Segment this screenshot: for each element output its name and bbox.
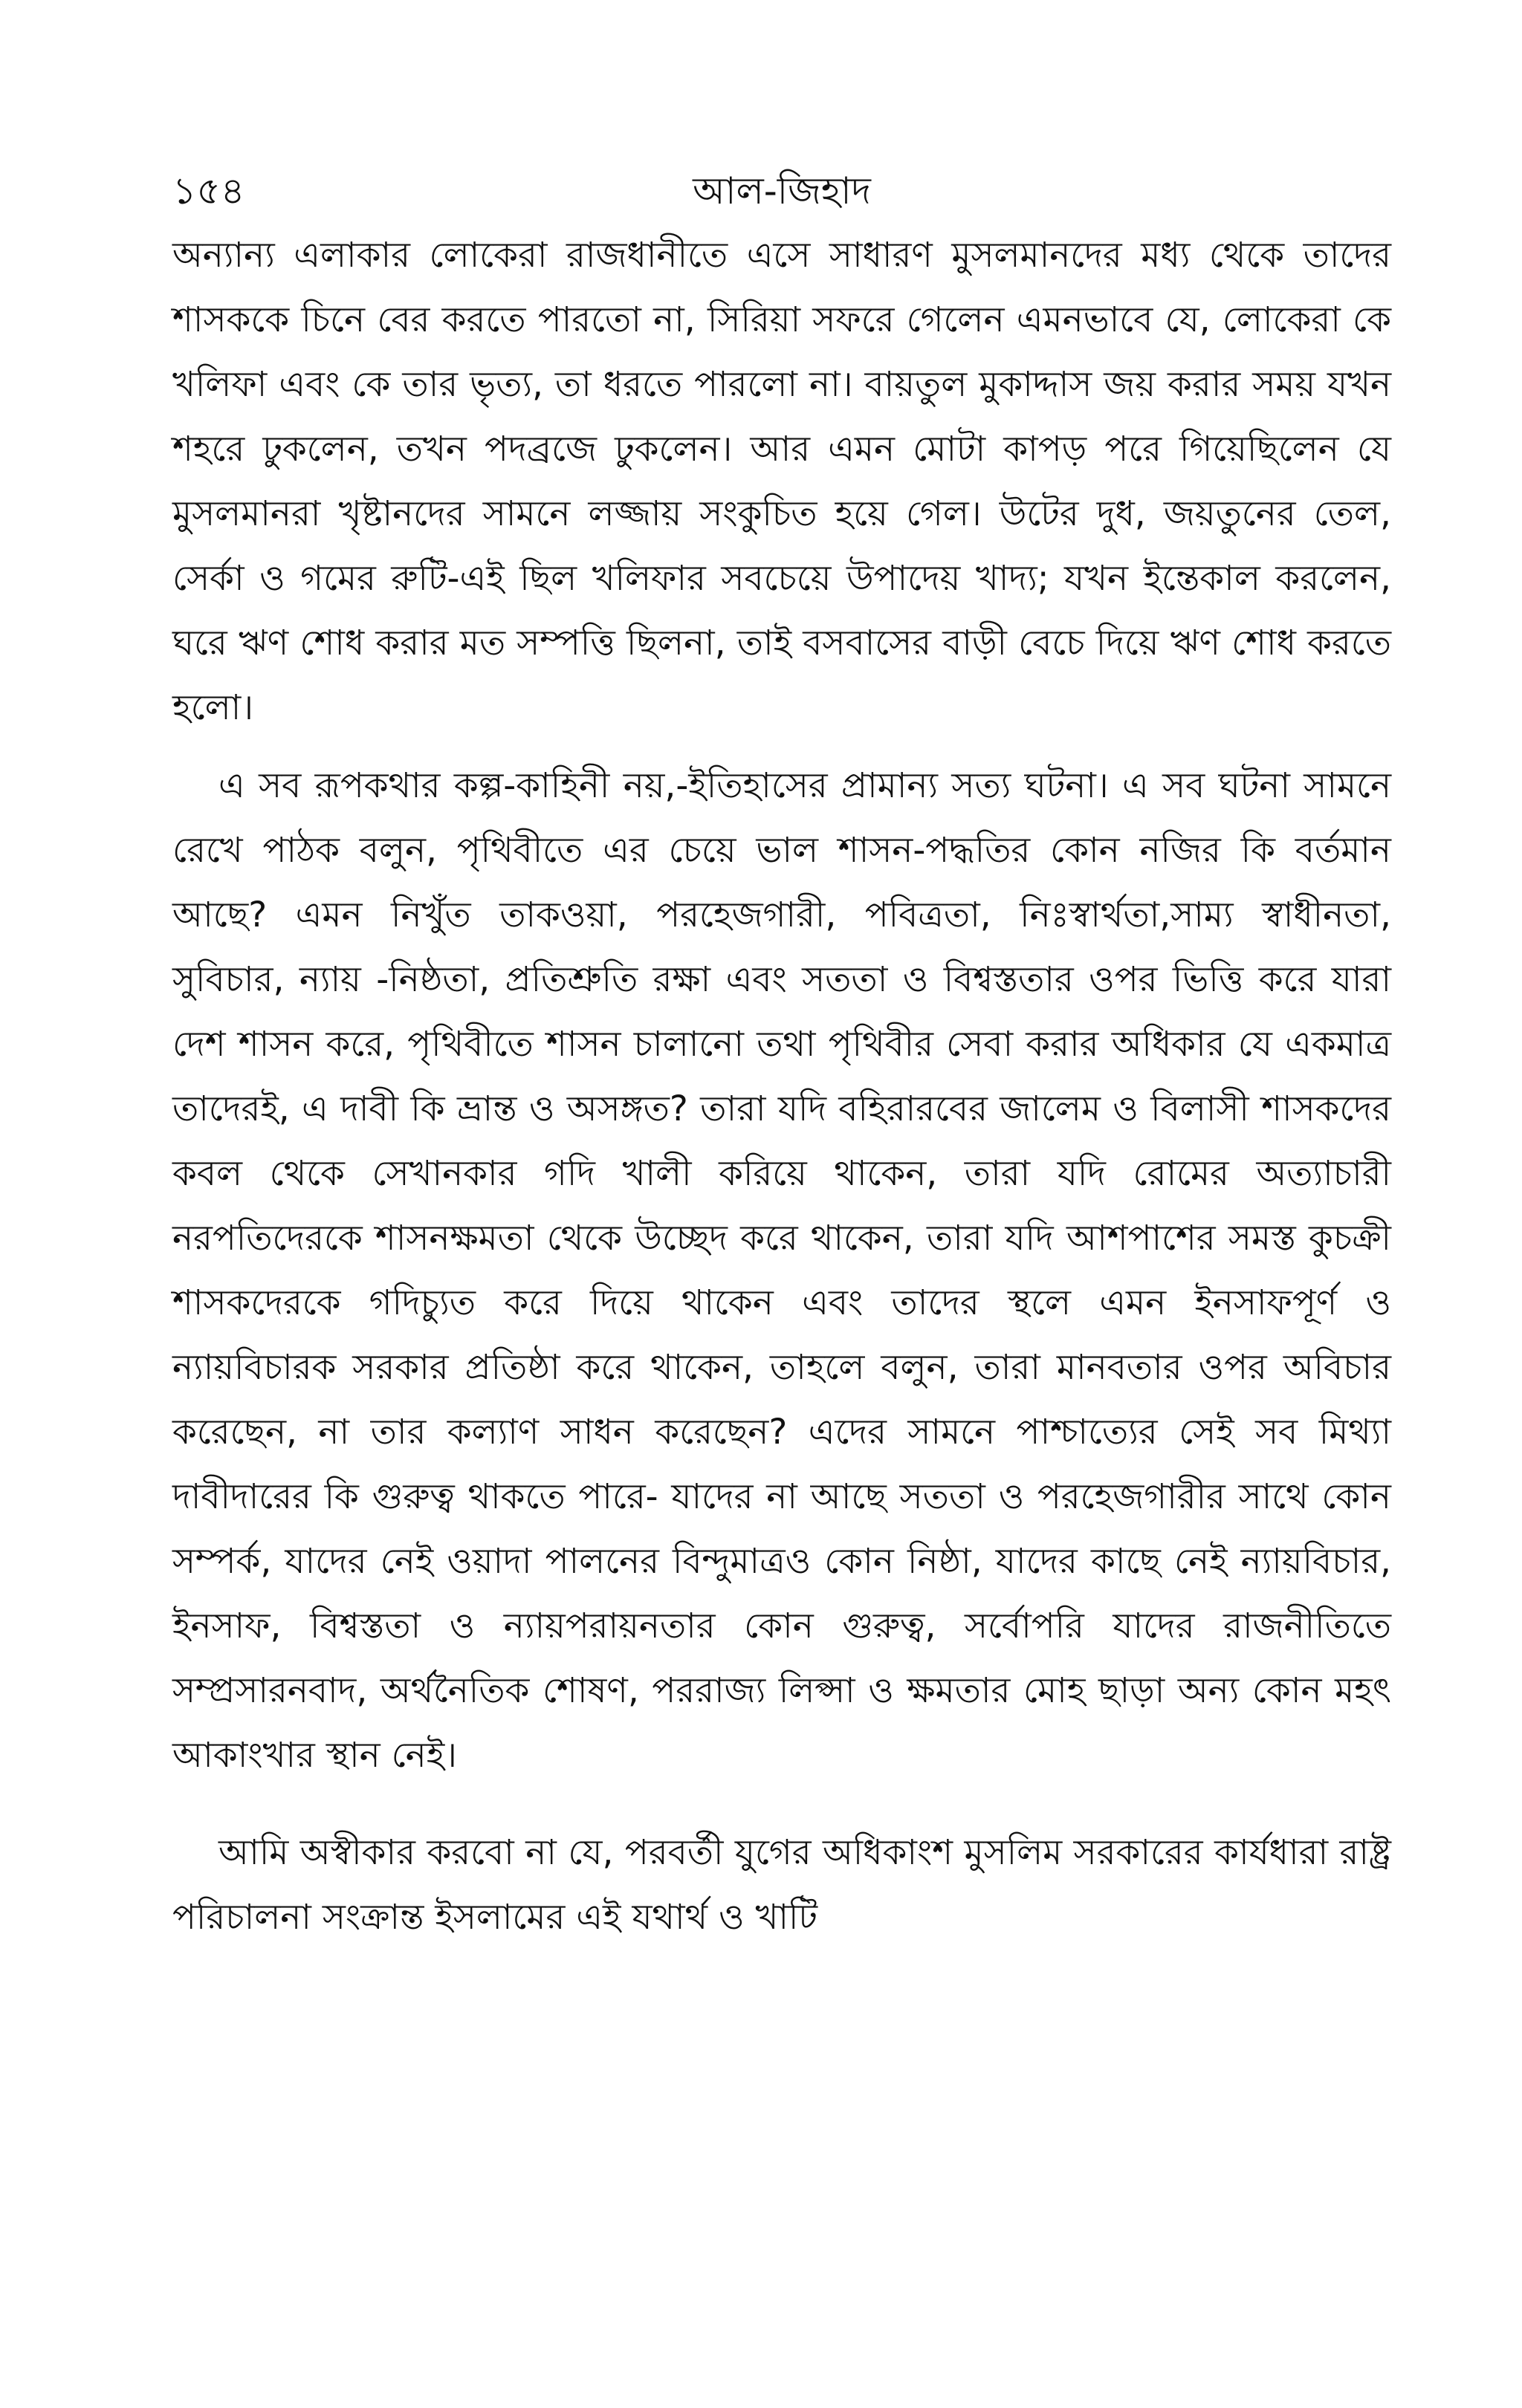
page-number: ১৫৪ [172, 169, 245, 212]
running-title: আল-জিহাদ [693, 169, 871, 212]
page-header [172, 165, 1391, 224]
paragraph-3: আমি অস্বীকার করবো না যে, পরবর্তী যুগের অধিকাংশ মুসলিম সরকারের কার্যধারা রাষ্ট্র পরিচালনা সংক্রান্ত ইসলামের এই যথার্থ ও খাটি [172, 1832, 1391, 1938]
paragraph-2: এ সব রূপকথার কল্প-কাহিনী নয়,-ইতিহাসের প্রামান্য সত্য ঘটনা। এ সব ঘটনা সামনে রেখে পাঠক বলুন, পৃথিবীতে এর চেয়ে ভাল শাসন-পদ্ধতির কোন নজির কি বর্তমান আছে? এমন নিখুঁত তাকওয়া, পরহেজগারী, পবিত্রতা, নিঃস্বার্থতা,সাম্য স্বাধীনতা, সুবিচার, ন্যায় -নিষ্ঠতা, প্রতিশ্রুতি রক্ষা এবং সততা ও বিশ্বস্ততার ওপর ভিত্তি করে যারা দেশ শাসন করে, পৃথিবীতে শাসন চালানো তথা পৃথিবীর সেবা করার অধিকার যে একমাত্র তাদেরই, এ দাবী কি ভ্রান্ত ও অসঙ্গত? তারা যদি বহিরারবের জালেম ও বিলাসী শাসকদের কবল থেকে সেখানকার গদি খালী করিয়ে থাকেন, তারা যদি রোমের অত্যাচারী নরপতিদেরকে শাসনক্ষমতা থেকে উচ্ছেদ করে থাকেন, তারা যদি আশপাশের সমস্ত কুচক্রী শাসকদেরকে গদিচ্যুত করে দিয়ে থাকেন এবং তাদের স্থলে এমন ইনসাফপূর্ণ ও ন্যায়বিচারক সরকার প্রতিষ্ঠা করে থাকেন, তাহলে বলুন, তারা মানবতার ওপর অবিচার করেছেন, না তার কল্যাণ সাধন করেছেন? এদের সামনে পাশ্চাত্যের সেই সব মিথ্যা দাবীদারের কি গুরুত্ব থাকতে পারে- যাদের না আছে সততা ও পরহেজগারীর সাথে কোন সম্পর্ক, যাদের নেই ওয়াদা পালনের বিন্দুমাত্রও কোন নিষ্ঠা, যাদের কাছে নেই ন্যায়বিচার, ইনসাফ, বিশ্বস্ততা ও ন্যায়পরায়নতার কোন গুরুত্ব, সর্বোপরি যাদের রাজনীতিতে সম্প্রসারনবাদ, অর্থনৈতিক শোষণ, পররাজ্য লিপ্সা ও ক্ষমতার মোহ ছাড়া অন্য কোন মহৎ আকাংখার স্থান নেই। [172, 765, 1391, 1776]
body-text [172, 223, 1391, 1950]
paragraph-1: অন্যান্য এলাকার লোকেরা রাজধানীতে এসে সাধারণ মুসলমানদের মধ্য থেকে তাদের শাসককে চিনে বের করতে পারতো না, সিরিয়া সফরে গেলেন এমনভাবে যে, লোকেরা কে খলিফা এবং কে তার ভৃত্য, তা ধরতে পারলো না। বায়তুল মুকাদ্দাস জয় করার সময় যখন শহরে ঢুকলেন, তখন পদব্রজে ঢুকলেন। আর এমন মোটা কাপড় পরে গিয়েছিলেন যে মুসলমানরা খৃষ্টানদের সামনে লজ্জায় সংকুচিত হয়ে গেল। উটের দুধ, জয়তুনের তেল, সের্কা ও গমের রুটি-এই ছিল খলিফার সবচেয়ে উপাদেয় খাদ্য; যখন ইন্তেকাল করলেন, ঘরে ঋণ শোধ করার মত সম্পত্তি ছিলনা, তাই বসবাসের বাড়ী বেচে দিয়ে ঋণ শোধ করতে হলো। [172, 235, 1391, 728]
